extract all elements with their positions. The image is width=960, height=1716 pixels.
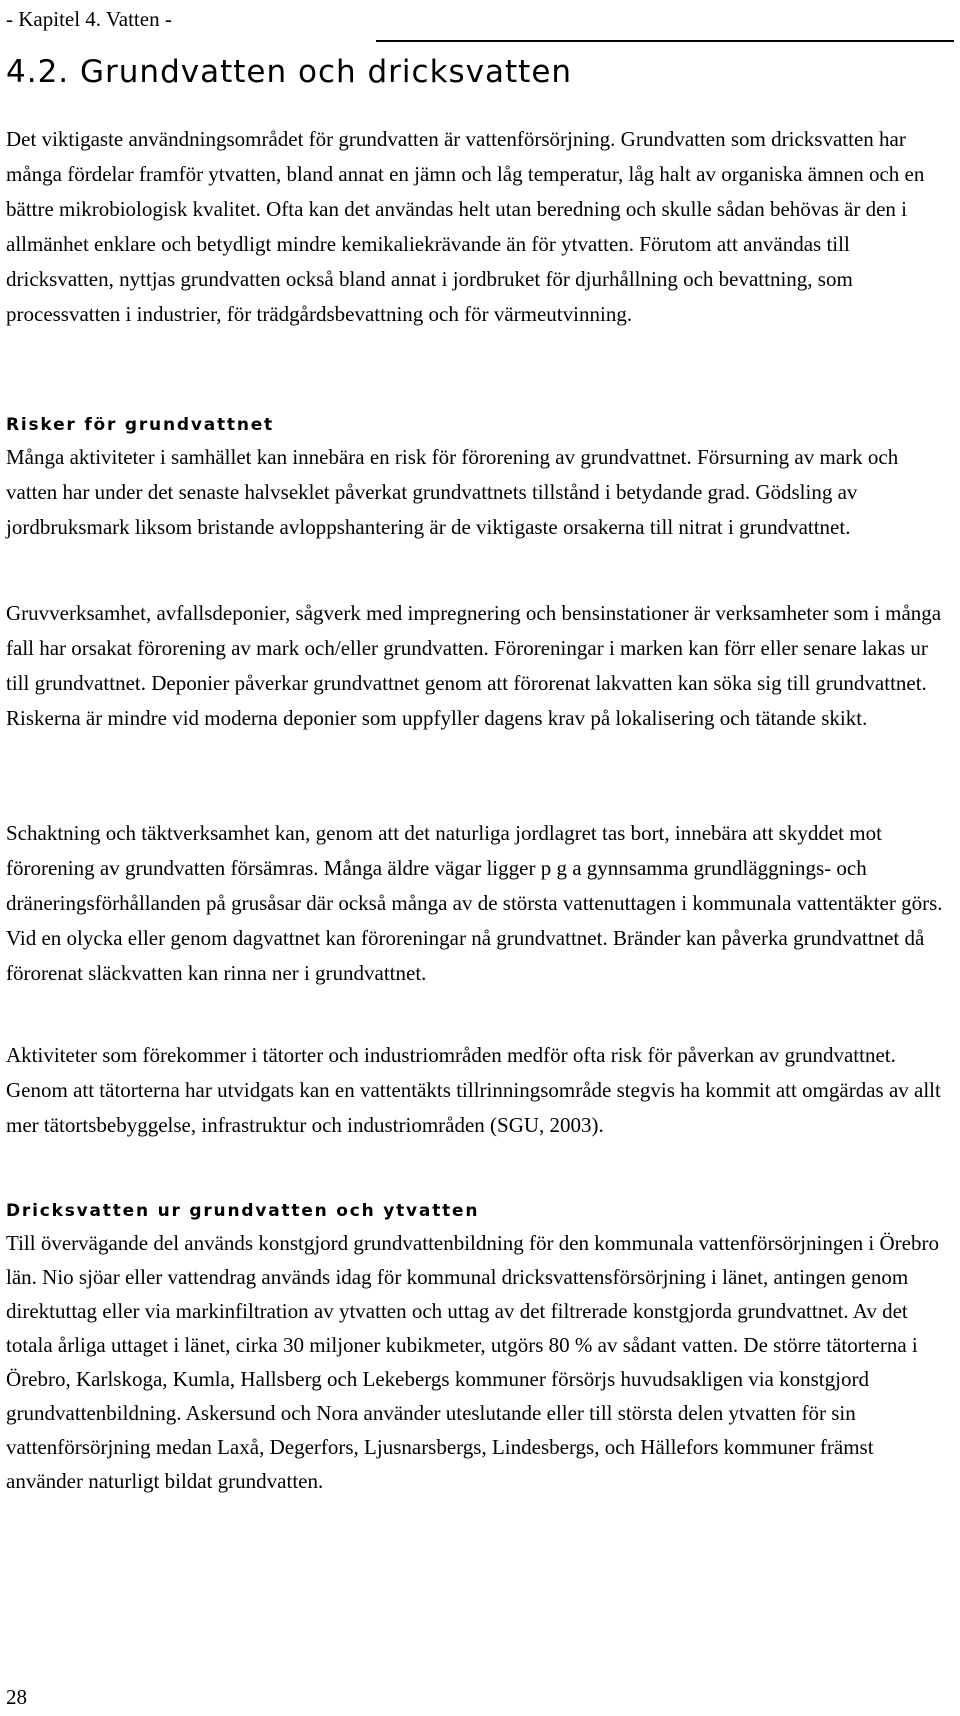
header-rule xyxy=(376,40,954,42)
drinking-water-heading-block xyxy=(6,1198,954,1224)
section-title: 4.2. Grundvatten och dricksvatten xyxy=(6,54,573,90)
drinking-water-heading: Dricksvatten ur grundvatten och ytvatten xyxy=(6,1201,480,1221)
intro-paragraph: Det viktigaste användningsområdet för grundvatten är vattenförsörjning. Grundvatten som dricksvatten har många fördelar framför ytvatten, bland annat en jämn och låg temperatur, låg halt av organiska ämnen och en bättre mikrobiologisk kvalitet. Ofta kan det användas helt utan beredning och skulle sådan behövas är den i allmänhet enklare och betydligt mindre kemikaliekrävande än för ytvatten. Förutom att användas till dricksvatten, nyttjas grundvatten också bland annat i jordbruket för djurhållning och bevattning, som processvatten i industrier, för trädgårdsbevattning och för värmeutvinning. xyxy=(6,127,925,326)
risks-paragraph-2: Gruvverksamhet, avfallsdeponier, sågverk med impregnering och bensinstationer är verksamheter som i många fall har orsakat förorening av mark och/eller grundvatten. Föroreningar i marken kan förr eller senare lakas ur till grundvattnet. Deponier påverkar grundvattnet genom att förorenat lakvatten kan söka sig till grundvattnet. Riskerna är mindre vid moderna deponier som uppfyller dagens krav på lokalisering och tätande skikt. xyxy=(6,601,942,730)
risks-paragraph-2-block xyxy=(6,596,954,736)
risks-paragraph-1-block xyxy=(6,440,954,545)
intro-block xyxy=(6,122,954,332)
risks-paragraph-1: Många aktiviteter i samhället kan innebära en risk för förorening av grundvattnet. Försurning av mark och vatten har under det senaste halvseklet påverkat grundvattnets tillstånd i betydande grad. Gödsling av jordbruksmark liksom bristande avloppshantering är de viktigaste orsakerna till nitrat i grundvattnet. xyxy=(6,445,899,539)
risks-paragraph-3-block xyxy=(6,816,954,991)
risks-paragraph-4-block xyxy=(6,1038,954,1143)
running-header: - Kapitel 4. Vatten - xyxy=(6,7,172,31)
page-number: 28 xyxy=(6,1685,27,1709)
risks-heading-block xyxy=(6,412,954,438)
risks-heading: Risker för grundvattnet xyxy=(6,415,274,435)
drinking-water-paragraph: Till övervägande del används konstgjord grundvattenbildning för den kommunala vattenförsörjningen i Örebro län. Nio sjöar eller vattendrag används idag för kommunal dricksvattensförsörjning i länet, antingen genom direktuttag eller via markinfiltration av ytvatten och uttag av det filtrerade konstgjorda grundvattnet. Av det totala årliga uttaget i länet, cirka 30 miljoner kubikmeter, utgörs 80 % av sådant vatten. De större tätorterna i Örebro, Karlskoga, Kumla, Hallsberg och Lekebergs kommuner försörjs huvudsakligen via konstgjord grundvattenbildning. Askersund och Nora använder uteslutande eller till största delen ytvatten för sin vattenförsörjning medan Laxå, Degerfors, Ljusnarsbergs, Lindesbergs, och Hällefors kommuner främst använder naturligt bildat grundvatten. xyxy=(6,1231,939,1493)
drinking-water-paragraph-block xyxy=(6,1226,954,1498)
risks-paragraph-4: Aktiviteter som förekommer i tätorter och industriområden medför ofta risk för påverkan av grundvattnet. Genom att tätorterna har utvidgats kan en vattentäkts tillrinningsområde stegvis ha kommit att omgärdas av allt mer tätortsbebyggelse, infrastruktur och industriområden (SGU, 2003). xyxy=(6,1043,941,1137)
risks-paragraph-3: Schaktning och täktverksamhet kan, genom att det naturliga jordlagret tas bort, innebära att skyddet mot förorening av grundvatten försämras. Många äldre vägar ligger p g a gynnsamma grundläggnings- och dräneringsförhållanden på grusåsar där också många av de största vattenuttagen i kommunala vattentäkter görs. Vid en olycka eller genom dagvattnet kan föroreningar nå grundvattnet. Bränder kan påverka grundvattnet då förorenat släckvatten kan rinna ner i grundvattnet. xyxy=(6,821,943,985)
